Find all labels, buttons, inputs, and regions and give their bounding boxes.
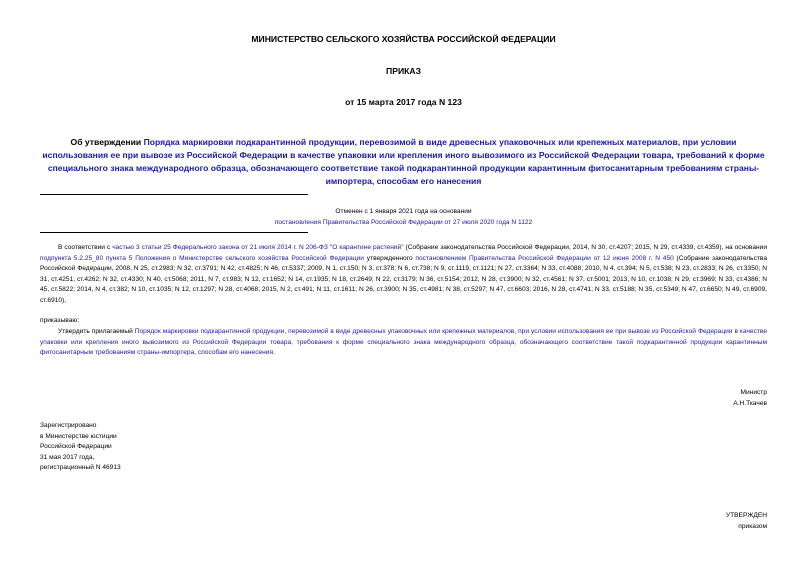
- cancellation-line: Отменен с 1 января 2021 года на основании: [335, 208, 472, 215]
- approved-block: [726, 511, 767, 532]
- document-date-number: от 15 марта 2017 года N 123: [345, 97, 462, 107]
- registration-line: в Министерстве юстиции: [40, 432, 117, 440]
- procedure-link[interactable]: Порядок маркировки подкарантинной продукции, перевозимой в виде древесных упаковочных или крепежных материалов, при условии использования ее при вывозе из Российской Федерации в качестве упаковки или крепления иного вывозимого из Российской Федерации товара, требования к форме специального знака международного образца, обозначающего соответствие такой подкарантинной продукции карантинным фитосанитарным требованиям страны-импортера, способам его нанесения: [40, 328, 767, 357]
- divider-top: [40, 194, 308, 195]
- order-word: приказываю:: [40, 317, 80, 324]
- document-title: [40, 136, 767, 188]
- registration-block: [40, 421, 121, 474]
- title-prefix: Об утверждении: [70, 137, 144, 147]
- divider-bottom: [40, 232, 308, 233]
- registration-number: регистрационный N 46913: [40, 464, 121, 471]
- regulation-link[interactable]: подпункта 5.2.25_80 пункта 5 Положения о Министерстве сельского хозяйства Российской Федерации: [40, 254, 364, 262]
- approve-text-1: Утвердить прилагаемый: [58, 328, 135, 335]
- preamble-text-1: В соответствии с: [58, 244, 113, 251]
- signature-name: А.Н.Ткачев: [733, 399, 767, 407]
- document-type: ПРИКАЗ: [386, 66, 421, 76]
- government-decree-link[interactable]: постановлением Правительства Российской Федерации от 12 июня 2008 г. N 450: [415, 254, 674, 262]
- preamble-text-3: утвержденного: [363, 254, 416, 262]
- preamble-text-2: (Собрание законодательства Российской Федерации, 2014, N 30, ст.4207; 2015, N 29, ст.4339, ст.4359), на основании: [403, 244, 767, 251]
- registration-date: 31 мая 2017 года,: [40, 453, 95, 461]
- ministry-heading: МИНИСТЕРСТВО СЕЛЬСКОГО ХОЗЯЙСТВА РОССИЙСКОЙ ФЕДЕРАЦИИ: [251, 34, 556, 44]
- approve-text-2: .: [273, 349, 275, 357]
- law-link[interactable]: частью 3 статьи 25 Федерального закона от 21 июля 2014 г. N 206-ФЗ "О карантине растений": [112, 244, 404, 251]
- approve-paragraph: [40, 327, 767, 359]
- registration-line: Зарегистрировано: [40, 422, 97, 429]
- approved-label: УТВЕРЖДЕН: [725, 512, 767, 519]
- registration-line: Российской Федерации: [40, 443, 112, 450]
- cancellation-note: [0, 206, 807, 228]
- approved-by: приказом: [738, 522, 767, 530]
- preamble-paragraph: [40, 243, 767, 307]
- cancellation-link[interactable]: постановления Правительства Российской Федерации от 27 июля 2020 года N 1122: [274, 219, 533, 226]
- preamble-text-4: (Собрание законодательства Российской Федерации, 2008, N 25, ст.2983; N 32, ст.3791; N 42, ст.4825; N 46, ст.5337; 2009, N 1, ст.150; N 3, ст.378; N 6, ст.738; N 9, ст.1119, ст.1121; N 27, ст.3364; N 33, ст.4088; 2010, N 4, ст.394; N 5, ст.538; N 23, ст.2833; N 26, ст.3350; N 31, ст.4251, ст.4262; N 32, ст.4330; N 40, ст.5068; 2011, N 7, ст.983; N 12, ст.1652; N 14, ст.1935; N 18, ст.2649; N 22, ст.3179; N 36, ст.5154; 2012, N 28, ст.3900; N 32, ст.4561; N 37, ст.5001; 2013, N 10, ст.1038; N 29, ст.3969; N 33, ст.4386; N 45, ст.5822; 2014, N 4, ст.382; N 10, ст.1035; N 12, ст.1297; N 28, ст.4068; 2015, N 2, ст.491; N 11, ст.1611; N 26, ст.3900; N 35, ст.4981; N 38, ст.5297; N 47, ст.6603; 2016, N 28, ст.4741; N 33, ст.5188; N 35, ст.5349; N 47, ст.6650; N 49, ст.6909, ст.6910),: [40, 254, 767, 304]
- signature-role: Министр: [740, 389, 767, 396]
- signature-block: [733, 388, 767, 409]
- title-link[interactable]: Порядка маркировки подкарантинной продукции, перевозимой в виде древесных упаковочных или крепежных материалов, при условии использования ее при вывозе из Российской Федерации в качестве упаковки или крепления иного вывозимого из Российской Федерации товара, требований к форме специального знака международного образца, обозначающего соответствие такой подкарантинной продукции карантинным фитосанитарным требованиям страны-импортера, способам его нанесения: [42, 137, 765, 186]
